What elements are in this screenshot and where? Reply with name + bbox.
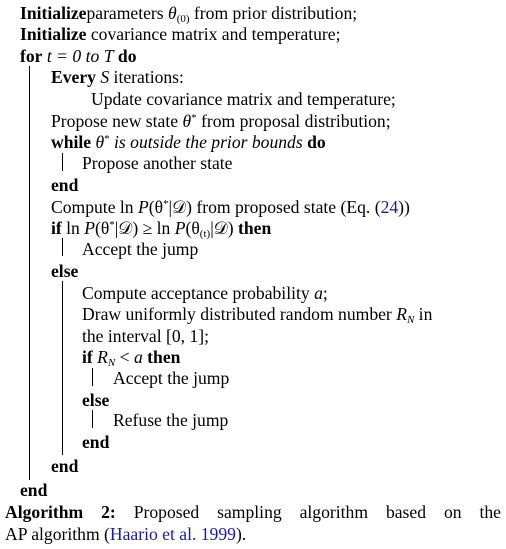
- var-R: R: [396, 304, 407, 324]
- text: (θ: [148, 197, 164, 217]
- if-block-rule: [62, 238, 63, 256]
- algo-line-refuse: [113, 412, 228, 430]
- algo-line-initialize-params: [20, 5, 357, 25]
- keyword-initialize: Initialize: [20, 24, 87, 44]
- citation-link[interactable]: Haario et al. 1999: [109, 524, 236, 544]
- var-R: R: [97, 347, 108, 367]
- text: Compute acceptance probability: [82, 283, 315, 303]
- keyword-do: do: [113, 46, 137, 66]
- var-T: T: [103, 46, 114, 66]
- text: Update covariance matrix and temperature;: [91, 89, 396, 109]
- keyword-if: if: [82, 347, 93, 367]
- else-block-rule: [62, 281, 63, 455]
- var-a: a: [133, 347, 143, 367]
- theta-symbol: θ: [168, 3, 177, 23]
- keyword-end: end: [82, 432, 110, 452]
- algo-line-while: [51, 134, 326, 152]
- keyword-then: then: [142, 347, 181, 367]
- algo-line-for: [20, 48, 137, 66]
- text: is outside the prior bounds: [109, 132, 303, 152]
- algo-line-end-if: [51, 458, 78, 476]
- caption-text: Proposed sampling algorithm based on the: [115, 502, 501, 522]
- text: (θ: [185, 218, 200, 238]
- text: Compute ln: [51, 197, 138, 217]
- superscript: *: [109, 219, 115, 231]
- keyword-end: end: [51, 456, 79, 476]
- keyword-else: else: [51, 261, 79, 281]
- text: ln: [61, 218, 85, 238]
- text: in: [414, 304, 433, 324]
- superscript: *: [191, 112, 197, 124]
- var-a: a: [314, 283, 323, 303]
- algo-line-if-rn: [82, 349, 180, 369]
- text: from prior distribution;: [189, 3, 358, 23]
- text: Accept the jump: [113, 368, 230, 388]
- text: the interval [0, 1];: [82, 326, 210, 346]
- var-S: S: [100, 67, 110, 87]
- text: Propose another state: [82, 153, 233, 173]
- algo-line-update: [91, 91, 396, 109]
- keyword-while: while: [51, 132, 92, 152]
- text: Draw uniformly distributed random number: [82, 304, 397, 324]
- text: |𝒟) ≥ ln: [114, 218, 175, 238]
- var-P: P: [138, 197, 149, 217]
- subscript: (0): [176, 13, 190, 25]
- text: |𝒟): [210, 218, 234, 238]
- keyword-else: else: [82, 390, 110, 410]
- keyword-initialize: Initialize: [20, 3, 87, 23]
- keyword-then: then: [233, 218, 272, 238]
- algorithm-caption-line-1: [5, 504, 501, 522]
- text: Propose new state: [51, 111, 183, 131]
- theta-symbol: θ: [182, 111, 192, 131]
- equation-link[interactable]: 24: [380, 197, 399, 217]
- algo-line-else-1: [51, 263, 78, 281]
- keyword-end: end: [20, 480, 48, 500]
- var-P: P: [84, 218, 95, 238]
- text: covariance matrix and temperature;: [86, 24, 341, 44]
- algo-line-accept-2: [113, 370, 229, 388]
- caption-text: AP algorithm (: [5, 524, 110, 544]
- subscript: (t): [199, 228, 211, 240]
- text: parameters: [86, 3, 169, 23]
- text: Accept the jump: [82, 239, 199, 259]
- text: iterations:: [109, 67, 184, 87]
- algo-line-compute-lnp: [51, 199, 410, 217]
- text: <: [115, 347, 134, 367]
- algorithm-caption-line-2: [5, 526, 246, 544]
- text: |𝒟) from proposed state (Eq. (: [168, 197, 381, 217]
- var-t: t: [46, 46, 52, 66]
- text: )): [398, 197, 410, 217]
- algo-line-propose: [51, 113, 391, 131]
- algo-line-accept-1: [82, 241, 198, 259]
- algo-line-propose-another: [82, 155, 232, 173]
- algo-line-every: [51, 69, 184, 87]
- keyword-if: if: [51, 218, 62, 238]
- keyword-every: Every: [51, 67, 96, 87]
- inner-else-block-rule: [92, 410, 93, 428]
- text: (θ: [94, 218, 110, 238]
- keyword-do: do: [302, 132, 326, 152]
- algo-line-end-while: [51, 177, 78, 195]
- text: = 0 to: [51, 46, 104, 66]
- superscript: *: [104, 133, 110, 145]
- text: ;: [322, 283, 328, 303]
- keyword-for: for: [20, 46, 43, 66]
- text: from proposal distribution;: [196, 111, 391, 131]
- algo-line-if-compare: [51, 220, 271, 240]
- text: Refuse the jump: [113, 410, 229, 430]
- while-block-rule: [62, 153, 63, 171]
- superscript: *: [163, 198, 169, 210]
- theta-symbol: θ: [95, 132, 105, 152]
- caption-label: Algorithm 2:: [5, 502, 116, 522]
- subscript: N: [406, 314, 415, 326]
- var-P: P: [174, 218, 186, 238]
- algo-line-compute-acceptance: [82, 285, 328, 303]
- algo-line-end-for: [20, 482, 47, 500]
- keyword-end: end: [51, 175, 79, 195]
- inner-if-block-rule: [92, 368, 93, 386]
- algo-line-draw-random: [82, 306, 432, 326]
- subscript: N: [107, 357, 116, 369]
- algo-line-interval: [82, 328, 209, 346]
- for-block-rule: [29, 66, 30, 480]
- algo-line-end-inner-if: [82, 434, 109, 452]
- algo-line-else-2: [82, 392, 109, 410]
- algo-line-initialize-cov: [20, 26, 340, 44]
- caption-text: ).: [235, 524, 247, 544]
